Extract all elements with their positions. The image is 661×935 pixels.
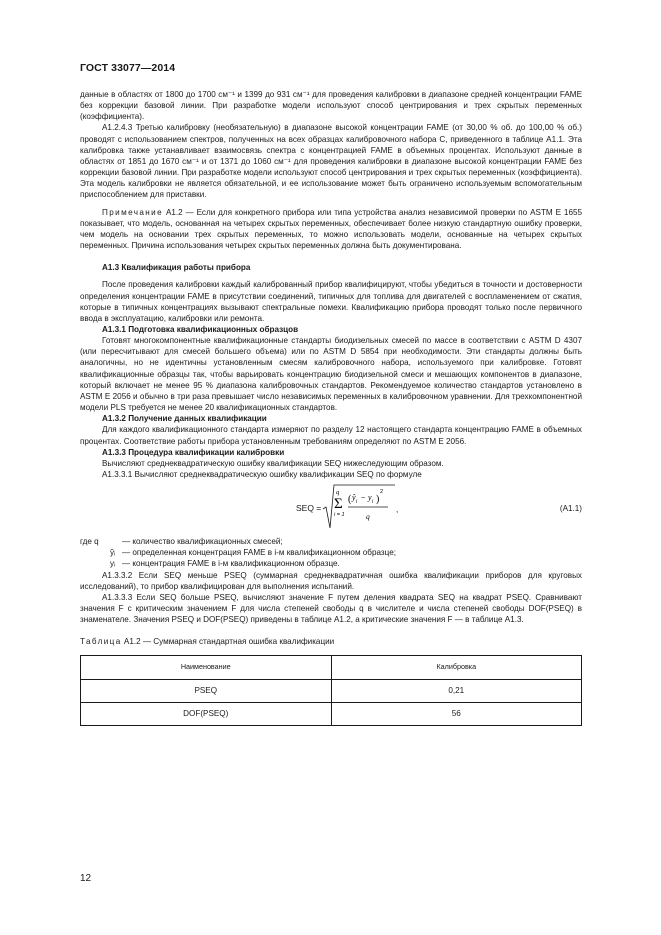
table-caption [80, 636, 582, 647]
definition-symbol: где q [80, 537, 99, 547]
y-hat-subscript: i [356, 499, 358, 506]
heading-a132: А1.3.2 Получение данных квалификации [102, 414, 267, 424]
heading-a131: А1.3.1 Подготовка квалификационных образцов [102, 324, 299, 334]
minus-sign: − [361, 495, 366, 503]
table-row [81, 679, 582, 702]
document-body [80, 89, 582, 726]
formula-sqrt-expression [322, 482, 399, 534]
note-a12 [80, 207, 582, 252]
document-header: ГОСТ 33077—2014 [80, 62, 176, 74]
page-number: 12 [80, 873, 92, 884]
table-caption-label: Таблица [80, 637, 122, 647]
formula-definitions [80, 536, 582, 569]
sum-sign: Σ [334, 496, 343, 513]
paragraph-a131: Готовят многокомпонентные квалификационные стандарты биодизельных смесей по массе в соответствии с ASTM D 4307 (или пересчитывают для смесей большего объема) или по ASTM D 5854 при необходимости. Эти стандарты должны быть аналогичны, но не идентичны установленным смесям калибровочного набора, используемого при калибровке. Готовят квалификационные образцы так, чтобы варьировать концентрацию биодизельной смеси и мешающих компонентов в диапазоне, который включает не менее 95 % диапазона калибровочных стандартов. Рекомендуемое количество стандартов установлено в ASTM E 2056 и обычно в три раза превышает число независимых переменных в калибровочном уравнении. Для трехкомпонентной модели PLS требуется не менее 20 квалификационных стандартов. [80, 336, 582, 413]
formula-a11 [80, 482, 582, 534]
table-cell: PSEQ [81, 679, 332, 702]
definition-row [80, 536, 582, 547]
table-header-cell: Наименование [81, 655, 332, 679]
sum-lower-limit: i = 1 [334, 512, 345, 519]
heading-a13: А1.3 Квалификация работы прибора [102, 263, 251, 273]
table-header-row [81, 655, 582, 679]
definition-row [80, 558, 582, 569]
paragraph: данные в областях от 1800 до 1700 см⁻¹ и 1399 до 931 см⁻¹ для проведения калибровки в диапазоне средней концентрации FAME без коррекции базовой линии. При разработке модели используют способ центрирования и трех скрытых переменных (коэффициента). [80, 90, 582, 122]
close-paren: ) [376, 494, 380, 506]
paragraph-a132: Для каждого квалификационного стандарта измеряют по разделу 12 настоящего стандарта концентрацию FAME в объемных процентах. Соответствие работы прибора установленным требованиям определяют по ASTM E 2056. [80, 425, 582, 446]
note-label: Примечание [102, 207, 164, 217]
table-row [81, 702, 582, 725]
table-cell: 0,21 [331, 679, 582, 702]
note-text: А1.2 — Если для конкретного прибора или типа устройства анализ независимой проверки по ASTM E 1655 показывает, что модель, основанная на четырех скрытых переменных, обеспечивает более низкую стандартную ошибку проверки, чем модель на основании трех скрытых переменных, то можно использовать модели, основанные на четырех скрытых переменных. Причина использования четырех скрытых переменных должна быть документирована. [80, 207, 582, 251]
definition-row [80, 547, 582, 558]
definition-text: — количество квалификационных смесей; [122, 537, 283, 547]
table-caption-text: А1.2 — Суммарная стандартная ошибка квалификации [121, 637, 335, 647]
definition-text: — определенная концентрация FAME в i-м квалификационном образце; [122, 548, 396, 558]
table-a12 [80, 655, 582, 726]
paragraph-a13: После проведения калибровки каждый калиброванный прибор квалифицируют, чтобы убедиться в точности и достоверности определения концентрации FAME в присутствии соединений, типичных для топлива для двигателей с воспламенением от сжатия, которые в типичных концентрациях вызывают спектральные помехи. Квалификацию прибора проводят только после первичного ввода в эксплуатацию, калибровки или ремонта. [80, 280, 582, 323]
paragraph-a133: Вычисляют среднеквадратическую ошибку квалификации SEQ нижеследующим образом. [102, 458, 444, 468]
paragraph-a1243: А1.2.4.3 Третью калибровку (необязательную) в диапазоне высокой концентрации FAME (от 30,00 % об. до 100,00 % об.) проводят с использованием спектров, полученных на всех образцах калибровочного набора С, приведенного в таблице А1.1. Эта калибровка также устанавливает взаимосвязь спектра с концентрацией FAME в объемных процентах. Используют данные в областях от 1851 до 1670 см⁻¹ и от 1371 до 1060 см⁻¹ для проведения калибровки в диапазоне высокой концентрации FAME без коррекции базовой линии. При разработке модели используют способ центрирования и трех скрытых переменных (коэффициента). Эта модель калибровки не является обязательной, и ее использование может быть ограничено используемым вспомогательным приспособлением для приставки. [80, 123, 582, 200]
sum-upper-limit: q [336, 489, 340, 497]
table-cell: 56 [331, 702, 582, 725]
formula-comma: , [396, 505, 399, 515]
y-value: y [368, 493, 372, 503]
formula-lhs: SEQ = [296, 503, 322, 514]
definition-symbol: yᵢ [110, 559, 116, 569]
definition-text: — концентрация FAME в i-м квалификационном образце. [122, 559, 340, 569]
denominator-q: q [366, 512, 370, 522]
open-paren: ( [348, 494, 352, 506]
definition-symbol: ŷᵢ [110, 548, 116, 558]
paragraph-a1332: А1.3.3.2 Если SEQ меньше PSEQ (суммарная среднеквадратичная ошибка квалификации приборов для круговых исследований), то прибор квалифицирован для выполнения испытаний. [80, 570, 582, 591]
table-header-cell: Калибровка [331, 655, 582, 679]
y-subscript: i [372, 499, 374, 506]
formula-number: (А1.1) [559, 504, 582, 514]
paragraph-a1333: А1.3.3.3 Если SEQ больше PSEQ, вычисляют значение F путем деления квадрата SEQ на квадрат PSEQ. Сравнивают значения F с критическим значением F для числа степеней свободы q в числителе и числа степеней свободы DOF(PSEQ) в знаменателе. Значения PSEQ и DOF(PSEQ) приведены в таблице А1.2, а критические значения F — в таблице А1.3. [80, 592, 582, 625]
power-two: 2 [380, 489, 384, 496]
table-cell: DOF(PSEQ) [81, 702, 332, 725]
y-hat: ŷ [352, 493, 356, 503]
heading-a133: А1.3.3 Процедура квалификации калибровки [102, 447, 285, 457]
paragraph-a1331: А1.3.3.1 Вычисляют среднеквадратическую ошибку квалификации SEQ по формуле [102, 470, 422, 479]
